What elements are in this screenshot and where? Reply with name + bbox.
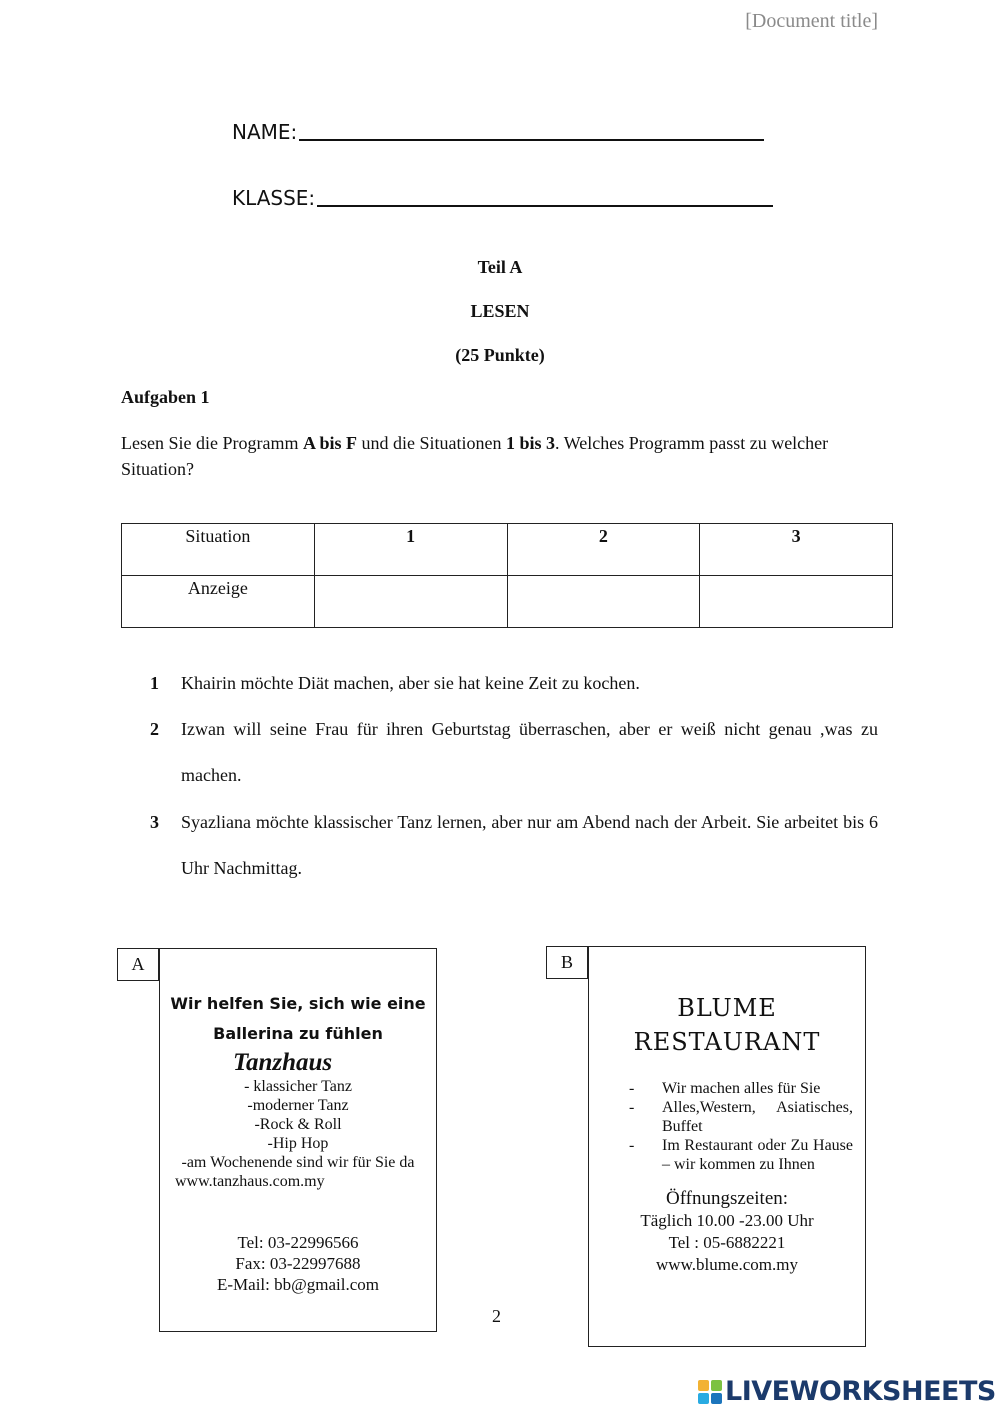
ad-a-slogan-2: Ballerina zu fühlen [213,1024,383,1043]
instr-text-2: und die Situationen [357,433,506,453]
answer-table [121,523,893,628]
situation-1 [150,670,880,696]
ad-a-website: www.tanzhaus.com.my [175,1173,325,1190]
situation-text: Khairin möchte Diät machen, aber sie hat keine Zeit zu kochen. [181,673,640,693]
ad-b-tel: Tel : 05-6882221 [668,1233,786,1252]
situation-number: 3 [150,812,159,832]
table-row [122,524,893,576]
ad-a-title: Tanzhaus [233,1049,333,1076]
answer-cell-3[interactable] [700,576,893,628]
list-item: -Hip Hop [267,1135,329,1152]
list-item: - Wir machen alles für Sie [629,1080,821,1097]
situation-number: 1 [150,673,159,693]
name-label: NAME: [232,120,298,144]
klasse-label: KLASSE: [232,186,316,210]
ad-a-box [159,948,437,1332]
ad-b-hours: Täglich 10.00 -23.00 Uhr [640,1211,814,1230]
ad-b-name-1: BLUME [677,994,777,1022]
list-item: - Im Restaurant oder Zu Hause – wir kommen zu Ihnen [629,1137,853,1173]
situation-3 [150,799,880,891]
answer-cell-2[interactable] [507,576,700,628]
answer-cell-1[interactable] [314,576,507,628]
ad-b-website: www.blume.com.my [656,1255,798,1274]
ad-b-name-2: RESTAURANT [633,1028,821,1056]
instr-bold-2: 1 bis 3 [505,433,556,453]
ad-b-box [588,946,866,1347]
name-underline [299,139,764,141]
page-number: 2 [492,1306,501,1326]
ad-b-label: B [546,946,588,979]
ad-b-hours-title: Öffnungszeiten: [665,1188,789,1209]
document-title: [Document title] [745,10,878,32]
name-field [232,120,764,144]
situation-number: 2 [150,719,159,739]
col-header-3: 3 [700,524,893,576]
list-item: -Rock & Roll [254,1116,342,1133]
anzeige-header: Anzeige [122,576,315,628]
klasse-underline [317,205,773,207]
list-item: -am Wochenende sind wir für Sie da [181,1154,415,1171]
ad-a-tel: Tel: 03-22996566 [237,1233,359,1252]
section-teil: Teil A [477,257,523,277]
list-item: -moderner Tanz [247,1097,349,1114]
table-row [122,576,893,628]
ad-a-fax: Fax: 03-22997688 [235,1254,361,1273]
situation-header: Situation [122,524,315,576]
col-header-2: 2 [507,524,700,576]
task-instructions [121,430,881,482]
task-heading: Aufgaben 1 [121,387,210,407]
list-item: - klassicher Tanz [244,1078,352,1095]
liveworksheets-logo-icon [698,1380,722,1404]
situation-text: Izwan will seine Frau für ihren Geburtstag überraschen, aber er weiß nicht genau ,was zu machen. [181,719,878,785]
klasse-field [232,186,773,210]
instr-text-1: Lesen Sie die Programm [121,433,303,453]
section-subject: LESEN [470,301,530,321]
ad-a-label: A [117,948,159,981]
col-header-1: 1 [314,524,507,576]
instr-text-3: . Welches Programm passt zu welcher Situation? [121,433,829,479]
liveworksheets-brand[interactable] [698,1376,996,1407]
list-item: - Alles,Western, Asiatisches, Buffet [629,1099,853,1135]
situation-text: Syazliana möchte klassischer Tanz lernen, aber nur am Abend nach der Arbeit. Sie arbeitet bis 6 Uhr Nachmittag. [181,812,878,878]
brand-text: LIVEWORKSHEETS [725,1376,996,1407]
ad-a-slogan-1: Wir helfen Sie, sich wie eine [170,994,426,1013]
section-points: (25 Punkte) [455,345,545,365]
instr-bold-1: A bis F [302,433,357,453]
ad-a-list [160,1077,436,1191]
ad-a-email: E-Mail: bb@gmail.com [216,1275,379,1294]
ad-b-list [629,1079,853,1174]
situation-2 [150,706,880,798]
